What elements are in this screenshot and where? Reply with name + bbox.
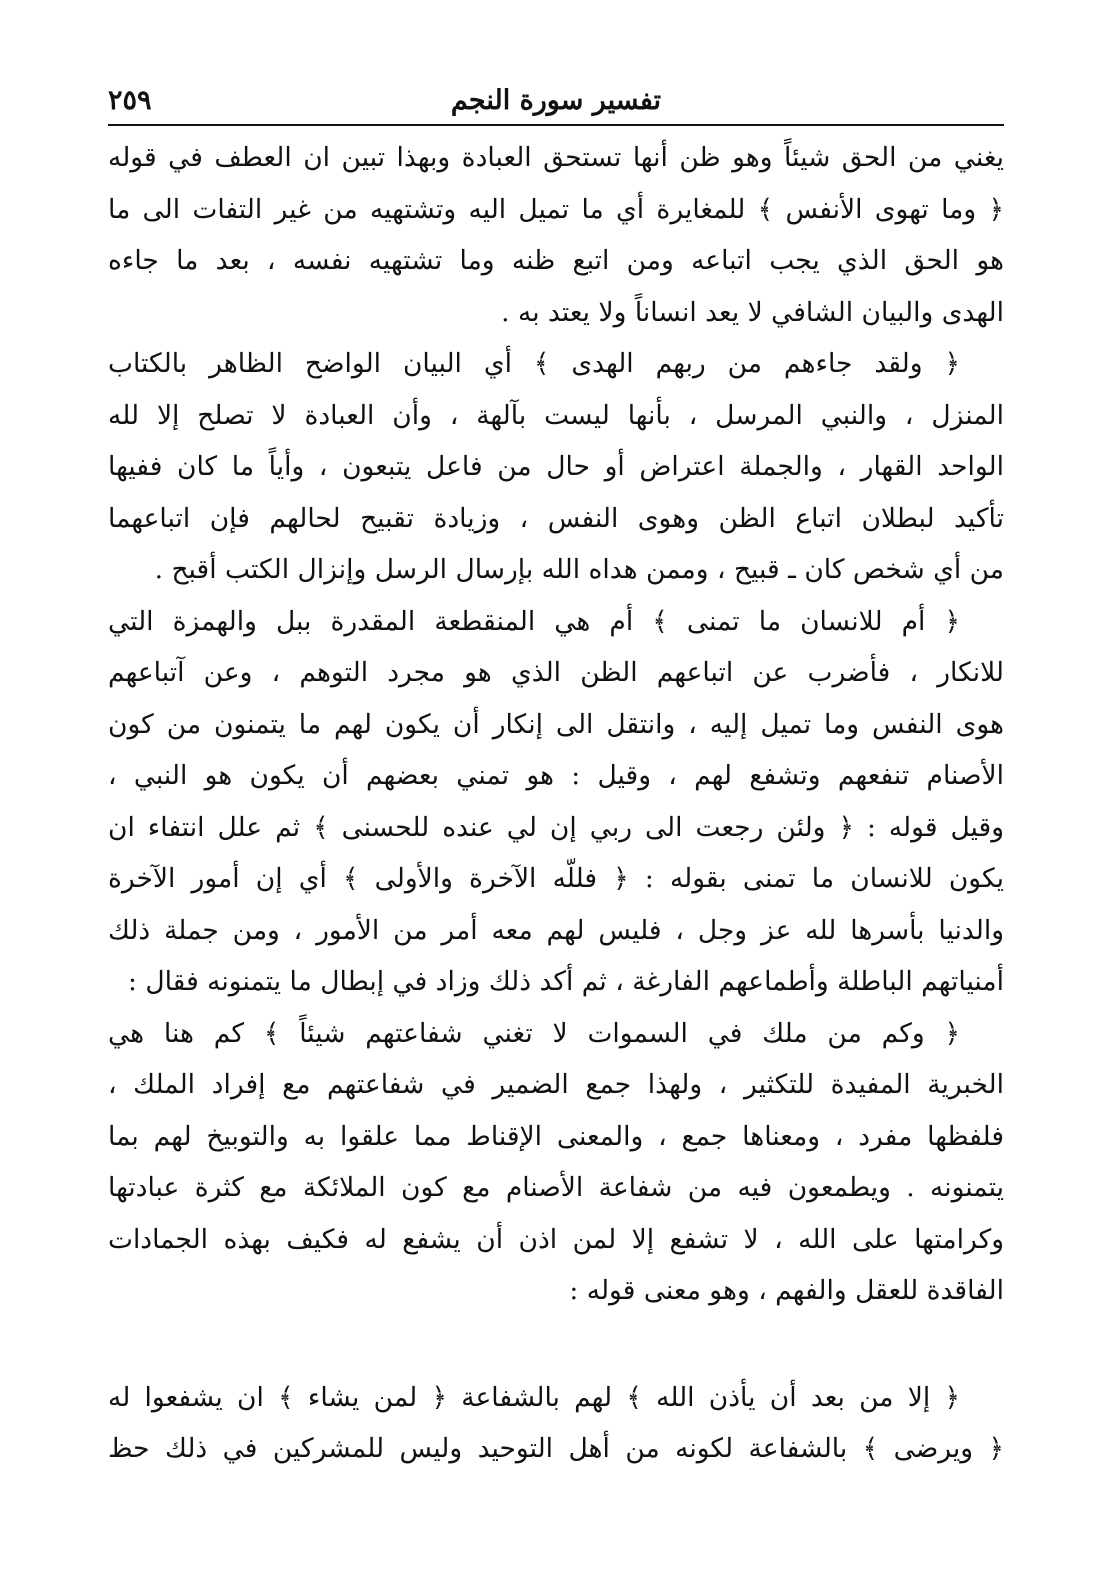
paragraph xyxy=(108,338,1004,596)
text-line: من أي شخص كان ـ قبيح ، وممن هداه الله بإرسال الرسل وإنزال الكتب أقبح . xyxy=(154,554,1004,585)
text-line: تأكيد لبطلان اتباع الظن وهوى النفس ، وزيادة تقبيح لحالهم فإن اتباعهما xyxy=(108,502,1004,534)
page-number: ٢٥٩ xyxy=(108,84,152,116)
text-line: فلفظها مفرد ، ومعناها جمع ، والمعنى الإقناط مما علقوا به والتوبيخ لهم بما xyxy=(108,1120,1004,1152)
header-rule xyxy=(108,124,1004,126)
text-line: هو الحق الذي يجب اتباعه ومن اتبع ظنه وما تشتهيه نفسه ، بعد ما جاءه xyxy=(108,245,1004,276)
text-line: ﴿ ولقد جاءهم من ربهم الهدى ﴾ أي البيان الواضح الظاهر بالكتاب xyxy=(108,348,960,379)
text-line: ﴿ أم للانسان ما تمنى ﴾ أم هي المنقطعة المقدرة ببل والهمزة التي xyxy=(108,605,960,637)
text-line: الفاقدة للعقل والفهم ، وهو معنى قوله : xyxy=(569,1275,1004,1306)
text-line: والدنيا بأسرها لله عز وجل ، فليس لهم معه أمر من الأمور ، ومن جملة ذلك xyxy=(108,914,1004,946)
text-line: هوى النفس وما تميل إليه ، وانتقل الى إنكار أن يكون لهم ما يتمنون من كون xyxy=(108,708,1004,740)
text-line: وقيل قوله : ﴿ ولئن رجعت الى ربي إن لي عنده للحسنى ﴾ ثم علل انتفاء ان xyxy=(108,811,1004,843)
text-line: يكون للانسان ما تمنى بقوله : ﴿ فللّه الآخرة والأولى ﴾ أي إن أمور الآخرة xyxy=(108,863,1004,894)
page-header xyxy=(108,78,1004,122)
text-line: ﴿ وما تهوى الأنفس ﴾ للمغايرة أي ما تميل اليه وتشتهيه من غير التفات الى ما xyxy=(108,193,1004,225)
paragraph-gap xyxy=(108,1317,1004,1372)
paragraph xyxy=(108,132,1004,338)
text-line: الخبرية المفيدة للتكثير ، ولهذا جمع الضمير في شفاعتهم مع إفراد الملك ، xyxy=(108,1069,1004,1100)
text-line: يتمنونه . ويطمعون فيه من شفاعة الأصنام مع كون الملائكة مع كثرة عبادتها xyxy=(108,1172,1004,1203)
text-line: الهدى والبيان الشافي لا يعد انساناً ولا يعتد به . xyxy=(501,296,1004,328)
paragraph xyxy=(108,1008,1004,1317)
text-line: للانكار ، فأضرب عن اتباعهم الظن الذي هو مجرد التوهم ، وعن آتباعهم xyxy=(108,657,1004,688)
running-title: تفسير سورة النجم xyxy=(450,84,662,116)
text-line: يغني من الحق شيئاً وهو ظن أنها تستحق العبادة وبهذا تبين ان العطف في قوله xyxy=(108,142,1004,173)
text-line: ﴿ إلا من بعد أن يأذن الله ﴾ لهم بالشفاعة ﴿ لمن يشاء ﴾ ان يشفعوا له xyxy=(108,1381,960,1413)
text-line: أمنياتهم الباطلة وأطماعهم الفارغة ، ثم أكد ذلك وزاد في إبطال ما يتمنونه فقال : xyxy=(128,966,1004,997)
body-text xyxy=(108,132,1004,1475)
paragraph xyxy=(108,1372,1004,1475)
paragraph xyxy=(108,596,1004,1008)
text-line: ﴿ وكم من ملك في السموات لا تغني شفاعتهم شيئاً ﴾ كم هنا هي xyxy=(108,1017,960,1049)
text-line: وكرامتها على الله ، لا تشفع إلا لمن اذن أن يشفع له فكيف بهذه الجمادات xyxy=(108,1223,1004,1255)
text-line: الواحد القهار ، والجملة اعتراض أو حال من فاعل يتبعون ، وأياً ما كان ففيها xyxy=(108,451,1004,482)
text-line: الأصنام تنفعهم وتشفع لهم ، وقيل : هو تمني بعضهم أن يكون هو النبي ، xyxy=(108,760,1004,791)
text-line: المنزل ، والنبي المرسل ، بأنها ليست بآلهة ، وأن العبادة لا تصلح إلا لله xyxy=(108,399,1004,431)
text-line: ﴿ ويرضى ﴾ بالشفاعة لكونه من أهل التوحيد وليس للمشركين في ذلك حظ xyxy=(108,1433,1004,1464)
